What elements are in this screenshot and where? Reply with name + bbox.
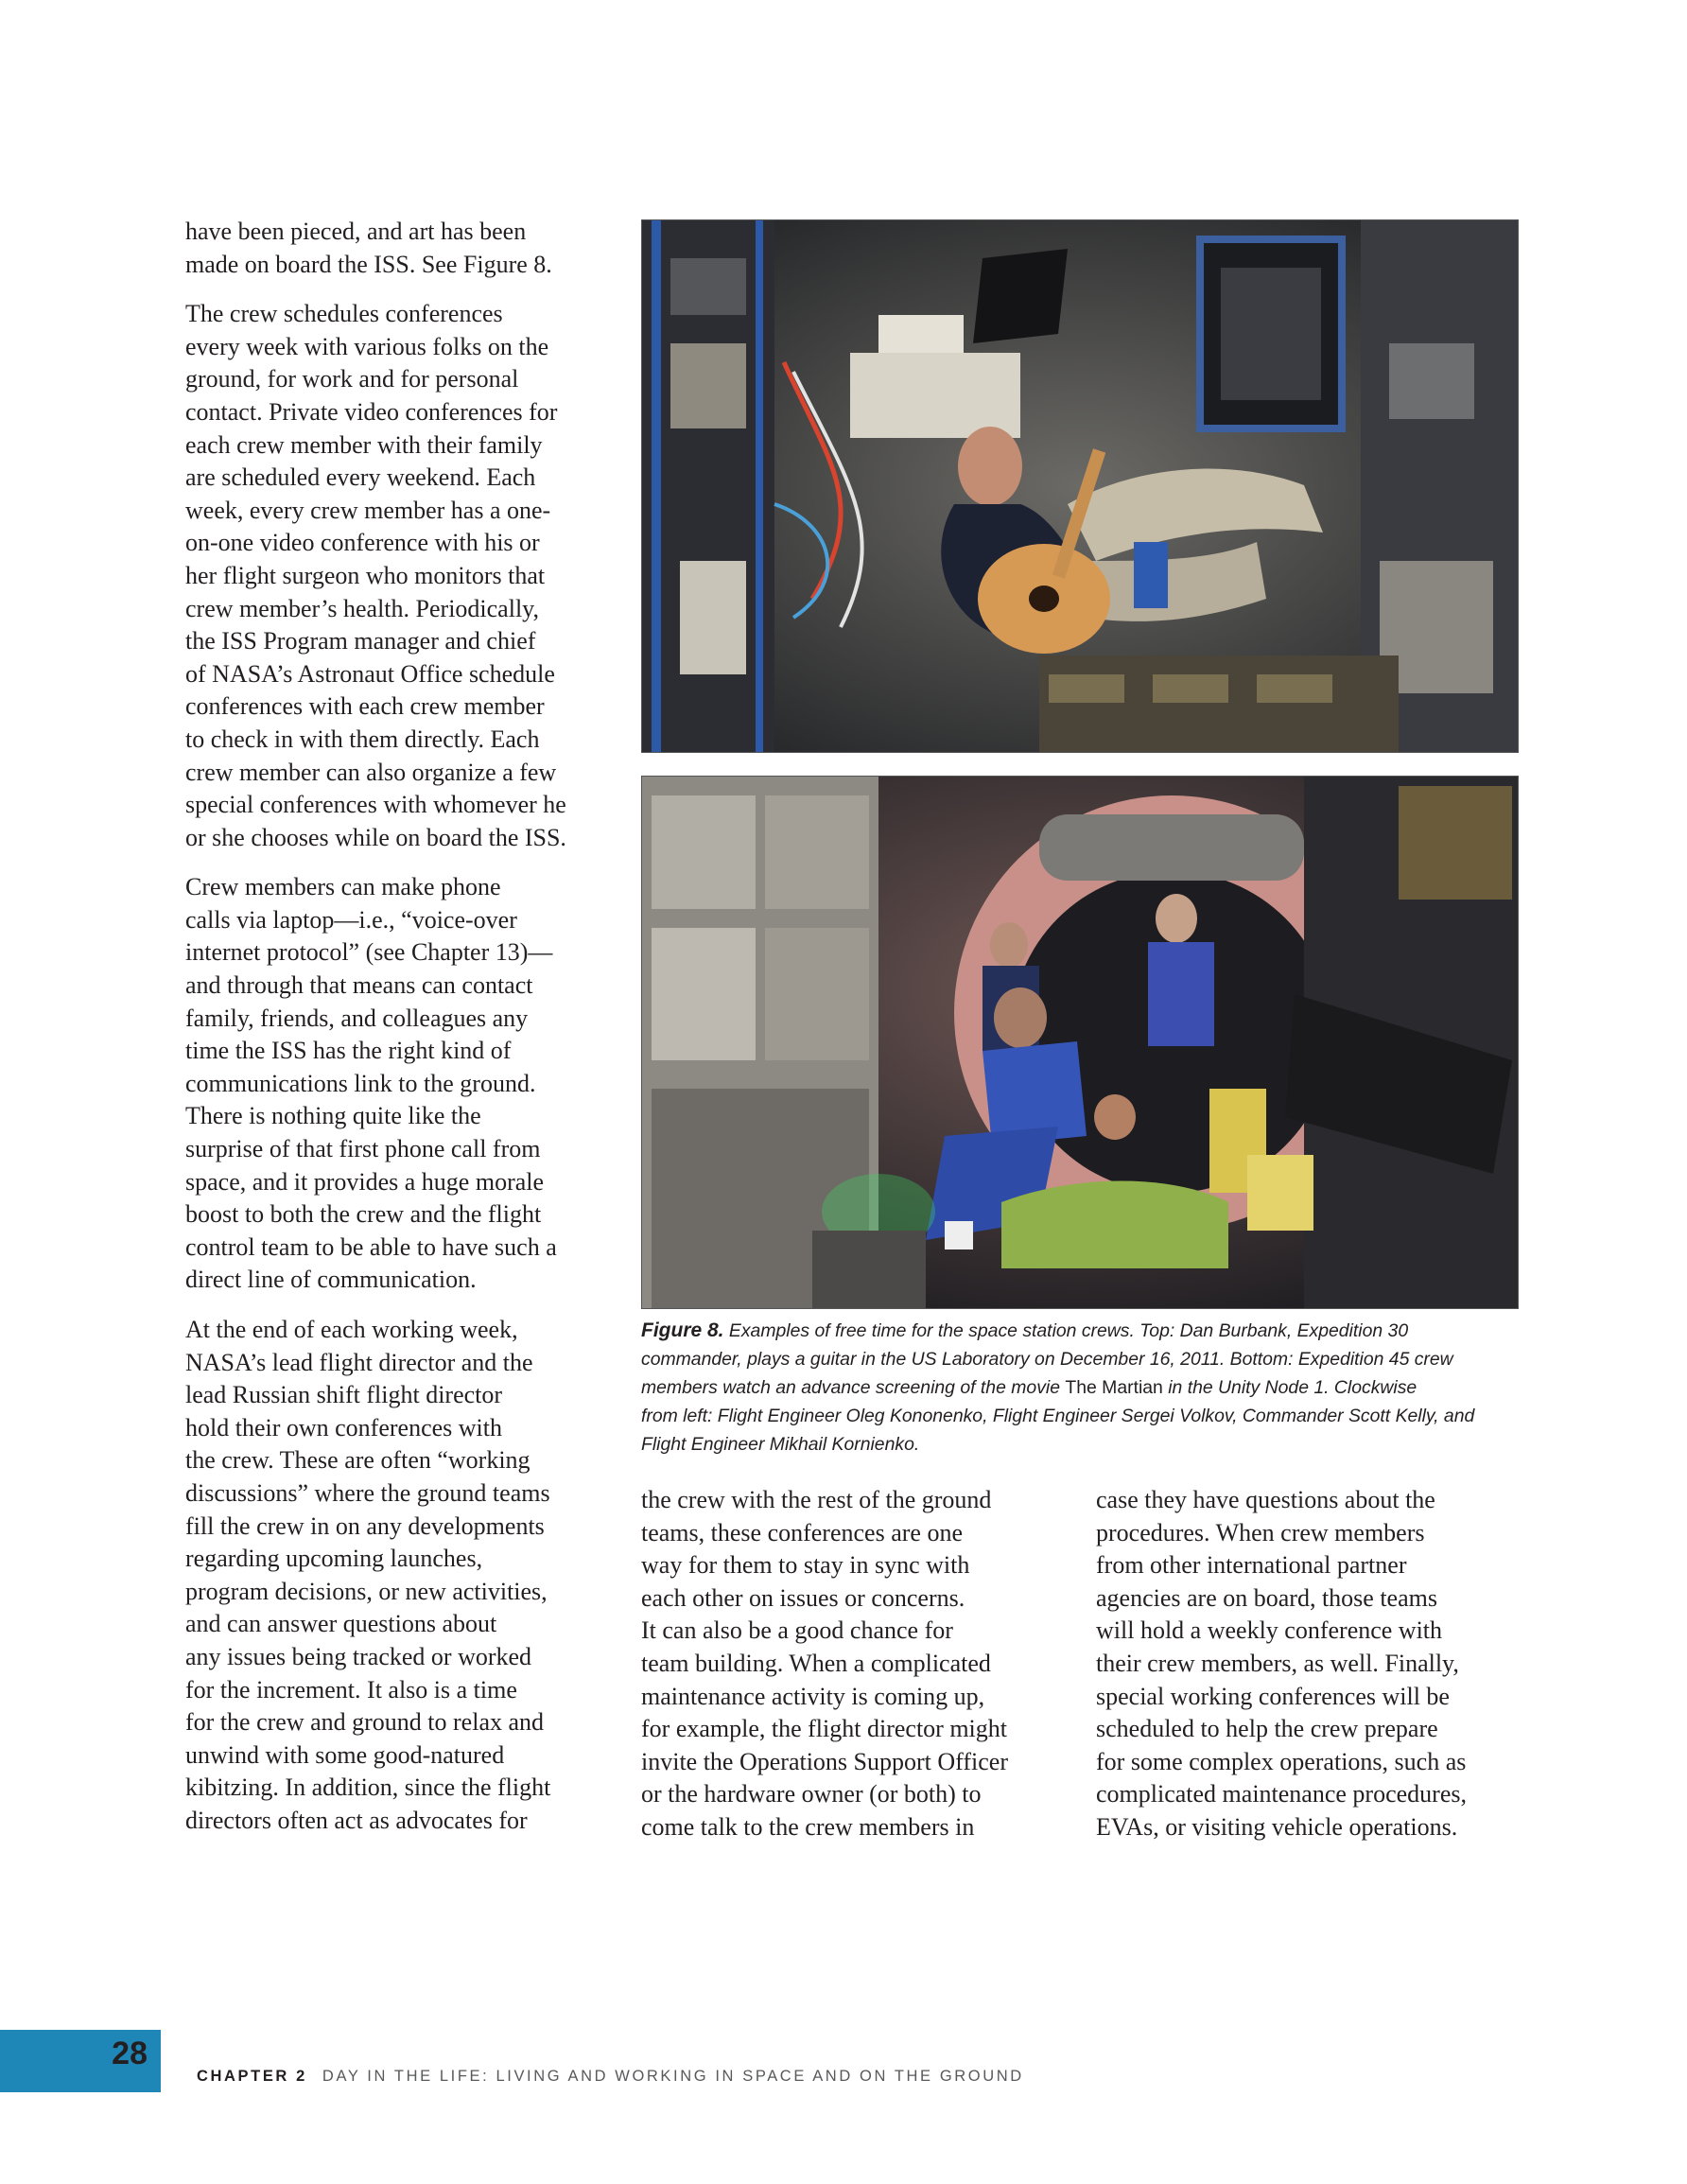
text-line: their crew members, as well. Finally, (1096, 1649, 1459, 1677)
text-line: Crew members can make phone (185, 873, 501, 901)
text-line: ground, for work and for personal (185, 365, 519, 393)
text-line: surprise of that first phone call from (185, 1135, 541, 1163)
text-line: the ISS Program manager and chief (185, 627, 536, 655)
body-paragraph (1096, 1484, 1531, 1844)
text-line: teams, these conferences are one (641, 1518, 963, 1546)
text-line: At the end of each working week, (185, 1316, 518, 1343)
text-line: crew member can also organize a few (185, 758, 557, 786)
text-line: have been pieced, and art has been (185, 218, 527, 245)
caption-text: Examples of free time for the space station crews. Top: Dan Burbank, Expedition 30 (728, 1320, 1409, 1341)
text-line: every week with various folks on the (185, 332, 549, 360)
text-line: crew member’s health. Periodically, (185, 594, 539, 622)
text-line: any issues being tracked or worked (185, 1642, 532, 1670)
page-number-box (0, 2030, 161, 2092)
body-paragraph (185, 298, 620, 854)
running-footer (197, 2068, 1024, 2086)
text-line: It can also be a good chance for (641, 1616, 953, 1645)
body-paragraph (185, 216, 620, 281)
text-line: calls via laptop—i.e., “voice-over (185, 905, 517, 934)
text-line: will hold a weekly conference with (1096, 1616, 1443, 1645)
caption-line: from left: Flight Engineer Oleg Kononenko, Flight Engineer Sergei Volkov, Commander Scott Kelly, and (641, 1406, 1475, 1426)
chapter-title: DAY IN THE LIFE: LIVING AND WORKING IN SPACE AND ON THE GROUND (322, 2068, 1024, 2085)
text-line: way for them to stay in sync with (641, 1551, 970, 1580)
left-text-column (185, 216, 620, 1838)
text-line: kibitzing. In addition, since the flight (185, 1773, 551, 1802)
text-line: for the increment. It also is a time (185, 1675, 517, 1704)
text-line: The crew schedules conferences (185, 300, 503, 328)
text-line: control team to be able to have such a (185, 1232, 557, 1261)
text-line: made on board the ISS. See Figure 8. (185, 250, 552, 278)
text-line: for the crew and ground to relax and (185, 1708, 545, 1737)
text-line: and can answer questions about (185, 1610, 497, 1638)
text-line: or the hardware owner (or both) to (641, 1780, 982, 1808)
page-number: 28 (112, 2035, 148, 2071)
photo-crew-movie-image (642, 777, 1518, 1308)
text-line: communications link to the ground. (185, 1069, 536, 1097)
text-line: week, every crew member has a one- (185, 496, 551, 524)
text-line: lead Russian shift flight director (185, 1381, 503, 1409)
text-line: to check in with them directly. Each (185, 725, 540, 753)
text-line: invite the Operations Support Officer (641, 1747, 1008, 1775)
text-line: are scheduled every weekend. Each (185, 463, 536, 492)
text-line: NASA’s lead flight director and the (185, 1348, 533, 1376)
movie-title: The Martian (1065, 1377, 1163, 1398)
text-line: and through that means can contact (185, 971, 533, 1000)
middle-text-column (641, 1484, 1076, 1844)
text-line: regarding upcoming launches, (185, 1545, 483, 1573)
text-line: team building. When a complicated (641, 1649, 991, 1677)
chapter-label: CHAPTER 2 (197, 2068, 307, 2085)
text-line: contact. Private video conferences for (185, 397, 558, 426)
text-line: special working conferences will be (1096, 1682, 1450, 1710)
text-line: space, and it provides a huge morale (185, 1167, 545, 1196)
body-paragraph (641, 1484, 1076, 1844)
text-line: or she chooses while on board the ISS. (185, 823, 566, 851)
text-line: procedures. When crew members (1096, 1518, 1425, 1546)
text-line: each other on issues or concerns. (641, 1583, 965, 1612)
photo-crew-movie (641, 776, 1519, 1309)
caption-line (641, 1317, 1517, 1345)
text-line: complicated maintenance procedures, (1096, 1780, 1467, 1808)
text-line: from other international partner (1096, 1551, 1407, 1580)
caption-text: members watch an advance screening of the movie (641, 1377, 1066, 1398)
text-line: the crew with the rest of the ground (641, 1486, 992, 1513)
text-line: maintenance activity is coming up, (641, 1682, 985, 1710)
text-line: come talk to the crew members in (641, 1812, 975, 1841)
text-line: hold their own conferences with (185, 1413, 503, 1441)
right-text-column (1096, 1484, 1531, 1844)
body-paragraph (185, 871, 620, 1297)
photo-astronaut-guitar (641, 219, 1519, 753)
text-line: scheduled to help the crew prepare (1096, 1715, 1438, 1743)
text-line: agencies are on board, those teams (1096, 1583, 1437, 1612)
text-line: unwind with some good-natured (185, 1740, 505, 1769)
text-line: of NASA’s Astronaut Office schedule (185, 659, 555, 688)
text-line: special conferences with whomever he (185, 791, 566, 819)
text-line: discussions” where the ground teams (185, 1478, 550, 1507)
figure-caption (641, 1317, 1517, 1459)
text-line: time the ISS has the right kind of (185, 1037, 512, 1065)
caption-line: commander, plays a guitar in the US Laboratory on December 16, 2011. Bottom: Expedition 45 crew (641, 1349, 1453, 1370)
text-line: direct line of communication. (185, 1266, 477, 1294)
text-line: the crew. These are often “working (185, 1446, 530, 1475)
text-line: on-one video conference with his or (185, 529, 540, 557)
text-line: for some complex operations, such as (1096, 1747, 1467, 1775)
body-paragraph (185, 1314, 620, 1838)
text-line: each crew member with their family (185, 430, 543, 459)
text-line: internet protocol” (see Chapter 13)— (185, 938, 553, 967)
caption-text: in the Unity Node 1. Clockwise (1162, 1377, 1417, 1398)
figure-label: Figure 8. (641, 1319, 724, 1341)
text-line: family, friends, and colleagues any (185, 1004, 529, 1032)
text-line: EVAs, or visiting vehicle operations. (1096, 1812, 1458, 1841)
text-line: directors often act as advocates for (185, 1806, 528, 1834)
text-line: boost to both the crew and the flight (185, 1200, 542, 1229)
caption-line: Flight Engineer Mikhail Kornienko. (641, 1434, 920, 1455)
text-line: There is nothing quite like the (185, 1102, 481, 1130)
text-line: for example, the flight director might (641, 1715, 1007, 1743)
text-line: program decisions, or new activities, (185, 1577, 548, 1605)
text-line: case they have questions about the (1096, 1486, 1435, 1513)
caption-line (641, 1373, 1517, 1402)
text-line: her flight surgeon who monitors that (185, 561, 546, 589)
photo-astronaut-guitar-image (642, 220, 1518, 752)
text-line: fill the crew in on any developments (185, 1511, 545, 1540)
text-line: conferences with each crew member (185, 692, 545, 721)
